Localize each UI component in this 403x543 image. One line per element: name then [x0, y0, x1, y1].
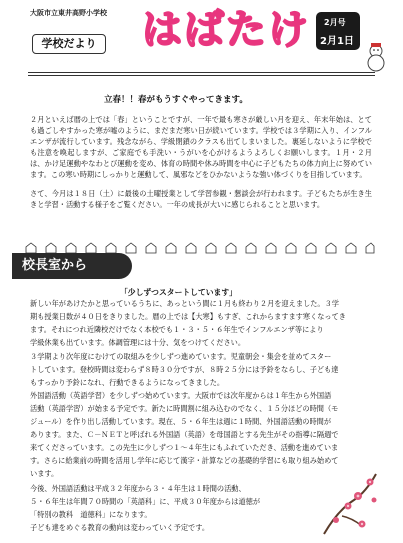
principal-line: あります。また、Ｃ－ＮＥＴと呼ばれる外国語（英語）を母国語とする先生がその指導に隔週で: [30, 430, 339, 439]
principal-line: 新しい年があけたかと思っているうちに、あっという間に１月も終わり２月を迎えました。３学: [30, 299, 339, 308]
principal-line: 来てくださっています。この先生に少しずつ１～４年生にもふれていただき、活動を進めていま: [30, 443, 339, 452]
newsletter-title: はばたけ: [142, 6, 310, 53]
principal-line: もすっかり予鈴になれ、行動できるようになってきました。: [30, 378, 225, 387]
issue-date-box: [316, 12, 360, 50]
intro-paragraph-2: さて、今月は１８日（土）に最後の土曜授業として学習参観・懇談会が行われます。子どもたちが生き生きと学習・活動する様子をご覧ください。一年の成長が大いに感じられることと思います。: [30, 189, 372, 209]
intro-paragraph-1: ２月といえば暦の上では「春」ということですが、一年で最も寒さが厳しい月を迎え、年末年始は、とても過ごしやすかった寒が嘘のように、まだまだ寒い日が続いています。学校では３学期に入り、インフルエンザが流行しています。残念ながら、学級閉鎖のクラスも出てしまいました。裏延しないように学校でも注意を喚起しますが、ご家庭でも手洗い・うがいを心がけるようよろしくお願いします。１月・２月は、かけ足運動やなわとび運動を変め、体育の時間や休み時間を中心に子どもたちの体力向上に努めています。この寒い時期にしっかりと運動して、風邪などをひかないような強い体づくりを目指しています。: [30, 115, 372, 179]
principal-section-header: 校長室から: [12, 253, 132, 279]
header-rule: [28, 72, 375, 73]
principal-line: す。さらに給業前の時間を活用し学年に応じて漢字・計算などの基礎的学習にも取り組み始めて: [30, 456, 339, 465]
issue-date: 2月1日: [320, 36, 354, 47]
principal-line: います。: [30, 469, 59, 478]
principal-line: 活動（英語学習）が始まる予定です。新たに時間割に組み込むのでなく、１５分ほどの時間（モ: [30, 404, 339, 413]
principal-line: ３学期より次年度にむけての取組みを少しずつ進めています。児童朝会・集会を並めてスター: [30, 352, 332, 361]
principal-line: ます。それにつれ近隣校だけでなく本校でも１・３・５・６年生でインフルエンザ等により: [30, 325, 324, 334]
principal-line: 「特別の教科 道徳科」になります。: [30, 510, 152, 519]
principal-line: 今後、外国語活動は平成３２年度から３・４年生は１時間の活動、: [30, 484, 246, 493]
school-name: 大阪市立東井高野小学校: [30, 9, 107, 17]
principal-line: 子ども達をめぐる教育の動向は変わっていく予定です。: [30, 523, 210, 532]
principal-line: トしています。登校時間は変わらず８時３０分ですが、８時２５分には予鈴をならし、子ども達: [30, 365, 339, 374]
principal-line: 期も授業日数が４０日をきりました。暦の上では【大寒】もすぎ、これからますます寒くなってき: [30, 312, 346, 321]
plum-blossom-illustration: [318, 470, 380, 536]
snowman-illustration: [362, 42, 390, 72]
intro-headline: 立春！！春がもうすぐやってきます。: [104, 95, 248, 105]
principal-line: 外国語活動（英語学習）を少しずつ始めています。大阪市では次年度からは１年生から外国語: [30, 391, 332, 400]
principal-line: 学級休業も出ています。体調管理には十分、気をつけてください。: [30, 338, 246, 347]
header-rule-lower: [28, 75, 375, 76]
issue-month: 2月号: [324, 18, 346, 27]
principal-line: ５・６年生は年間７０時間の「英語科」に、平成３０年度からは道徳が: [30, 497, 261, 506]
principal-article-title: 「少しずつスタートしています」: [120, 288, 237, 297]
newsletter-label: 学校だより: [32, 34, 106, 54]
principal-line: ジュール）を作り出し活動しています。現在、５・６年生は週に１時間、外国語活動の時間が: [30, 417, 332, 426]
